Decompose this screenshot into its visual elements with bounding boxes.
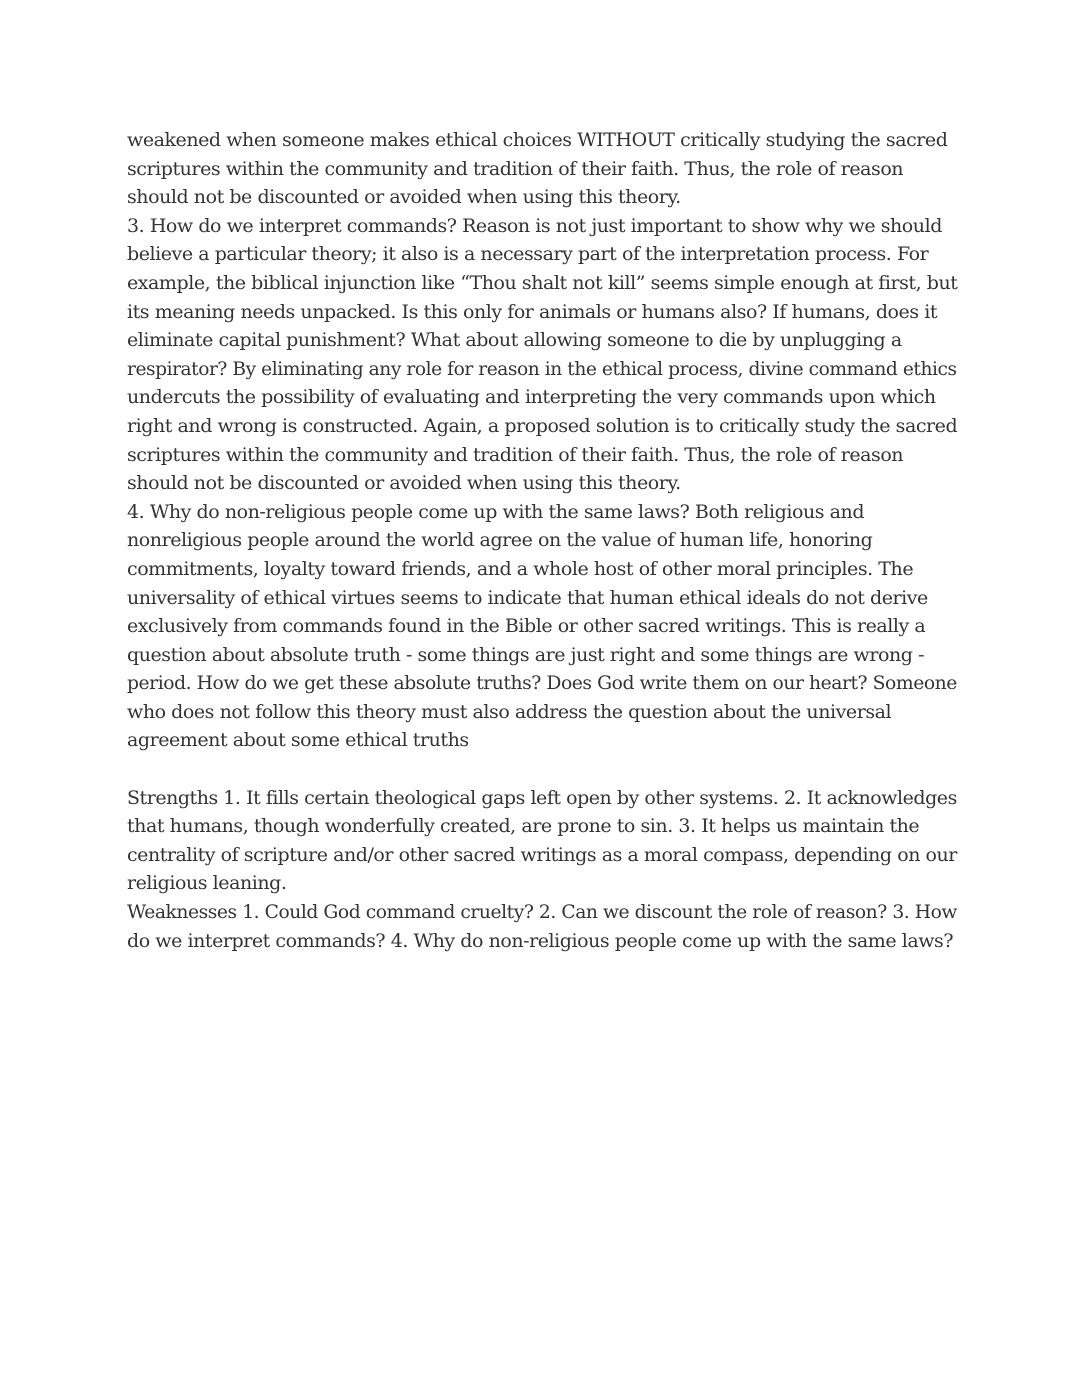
text-line: should not be discounted or avoided when using this theory. (127, 472, 681, 495)
text-line: nonreligious people around the world agree on the value of human life, honoring (127, 529, 873, 552)
text-line: universality of ethical virtues seems to indicate that human ethical ideals do not derive (127, 586, 928, 609)
paragraph-gap (127, 755, 957, 784)
text-line: commitments, loyalty toward friends, and a whole host of other moral principles. The (127, 557, 914, 580)
text-line: weakened when someone makes ethical choices WITHOUT critically studying the sacred (127, 129, 948, 151)
text-line: question about absolute truth - some things are just right and some things are wrong - (127, 643, 925, 666)
text-line: should not be discounted or avoided when using this theory. (127, 186, 681, 209)
text-line: example, the biblical injunction like “Thou shalt not kill” seems simple enough at first, but (127, 271, 958, 294)
text-line: 4. Why do non-religious people come up with the same laws? Both religious and (127, 500, 865, 523)
text-line: Weaknesses 1. Could God command cruelty? 2. Can we discount the role of reason? 3. How (127, 901, 957, 924)
text-line: believe a particular theory; it also is a necessary part of the interpretation process. For (127, 243, 929, 266)
text-line: scriptures within the community and tradition of their faith. Thus, the role of reason (127, 443, 904, 466)
document-body (127, 126, 957, 955)
text-line: its meaning needs unpacked. Is this only for animals or humans also? If humans, does it (127, 300, 938, 323)
text-line: 3. How do we interpret commands? Reason is not just important to show why we should (127, 214, 942, 237)
text-line: centrality of scripture and/or other sacred writings as a moral compass, depending on our (127, 843, 957, 866)
text-line: eliminate capital punishment? What about allowing someone to die by unplugging a (127, 329, 902, 352)
text-line: exclusively from commands found in the Bible or other sacred writings. This is really a (127, 615, 926, 638)
text-line: Strengths 1. It fills certain theological gaps left open by other systems. 2. It acknowledges (127, 786, 957, 809)
text-line: religious leaning. (127, 872, 287, 895)
text-line: agreement about some ethical truths (127, 729, 469, 752)
text-line: period. How do we get these absolute truths? Does God write them on our heart? Someone (127, 672, 957, 695)
text-line: right and wrong is constructed. Again, a proposed solution is to critically study the sacred (127, 414, 958, 437)
text-line: respirator? By eliminating any role for reason in the ethical process, divine command ethics (127, 357, 957, 380)
text-line: do we interpret commands? 4. Why do non-religious people come up with the same laws? (127, 929, 954, 952)
text-line: scriptures within the community and tradition of their faith. Thus, the role of reason (127, 157, 904, 180)
text-line: undercuts the possibility of evaluating and interpreting the very commands upon which (127, 386, 936, 409)
text-line: that humans, though wonderfully created, are prone to sin. 3. It helps us maintain the (127, 815, 920, 838)
text-line: who does not follow this theory must also address the question about the universal (127, 700, 892, 723)
